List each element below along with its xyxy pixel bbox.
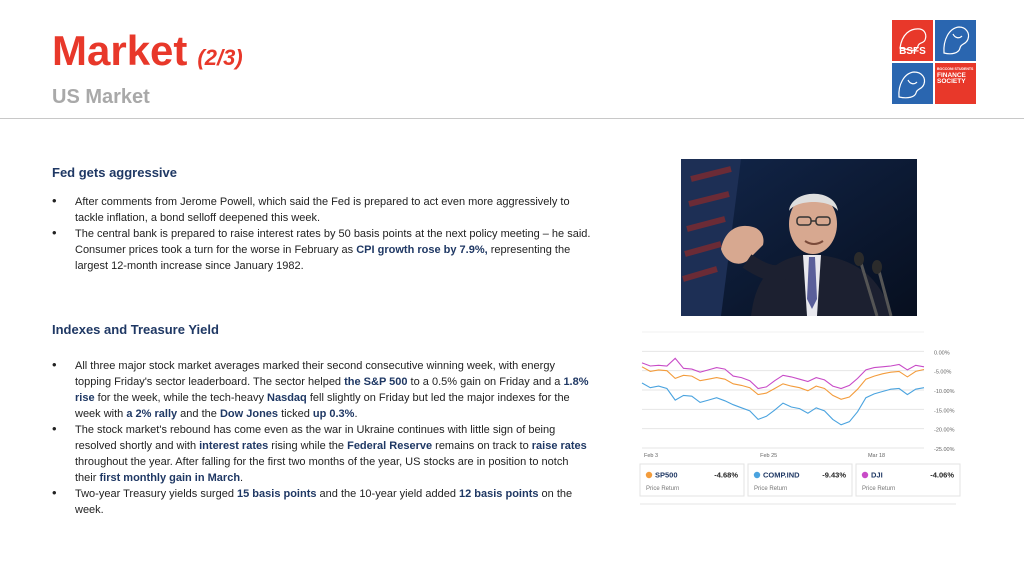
series-line-comp-ind bbox=[642, 383, 924, 425]
indexes-bullet-list bbox=[52, 358, 592, 518]
legend-dot bbox=[862, 472, 868, 478]
bold-text: CPI growth rose by 7.9%, bbox=[356, 244, 488, 256]
index-performance-chart bbox=[636, 326, 961, 510]
text-run: All three major stock market averages marked their second consecutive winning week, with energy topping Friday's sector leaderboard. The sector helped bbox=[75, 360, 555, 388]
y-tick-label: -15.00% bbox=[934, 408, 955, 415]
text-run: The stock market's rebound has come even as the war in Ukraine continues with little sign of being resolved shortly and with bbox=[75, 424, 556, 452]
bullet-item bbox=[52, 486, 592, 518]
legend-sub: Price Return bbox=[754, 486, 788, 492]
page-subtitle: US Market bbox=[52, 86, 150, 108]
legend-name: DJI bbox=[871, 470, 883, 480]
legend-value: -4.68% bbox=[714, 470, 738, 480]
page-title bbox=[52, 27, 243, 74]
bold-text: interest rates bbox=[199, 440, 269, 452]
text-run: . bbox=[354, 408, 358, 420]
y-tick-label: 0.00% bbox=[934, 350, 950, 357]
bullet-item bbox=[52, 422, 592, 486]
text-run: throughout the year. After falling for the first two months of the year, US stocks are in position to notch their bbox=[75, 456, 569, 484]
page-number: (2/3) bbox=[197, 45, 243, 70]
page-title-text: Market bbox=[52, 27, 188, 74]
text-run: remains on track to bbox=[432, 440, 532, 452]
header-divider bbox=[0, 118, 1024, 119]
logo-lion-cell-2 bbox=[935, 20, 976, 61]
bold-text: up 0.3% bbox=[312, 408, 355, 420]
bullet-item bbox=[52, 358, 592, 422]
text-run: Two-year Treasury yields surged bbox=[75, 488, 238, 500]
bullet-item bbox=[52, 226, 592, 274]
legend-sub: Price Return bbox=[646, 486, 680, 492]
bold-text: the S&P 500 bbox=[344, 376, 408, 388]
text-run: to a 0.5% gain on Friday and a bbox=[407, 376, 564, 388]
text-run: for the week, while the tech-heavy bbox=[94, 392, 268, 404]
text-run: . bbox=[240, 472, 244, 484]
bold-text: 15 basis points bbox=[237, 488, 317, 500]
logo-lion-cell bbox=[892, 20, 933, 61]
section-title-fed: Fed gets aggressive bbox=[52, 165, 177, 180]
logo-society-cell bbox=[935, 63, 976, 104]
logo-lion-cell-3 bbox=[892, 63, 933, 104]
text-run: The central bank is prepared to raise interest rates by 50 basis points at the next policy meeting – he said. Consumer prices took a turn for the worse in February as bbox=[75, 228, 591, 256]
legend-value: -4.06% bbox=[930, 470, 954, 480]
legend-dot bbox=[754, 472, 760, 478]
text-run: on the week. bbox=[75, 488, 573, 516]
bold-text: Dow Jones bbox=[219, 408, 279, 420]
logo-bsfs-text: BSFS bbox=[899, 46, 926, 57]
x-tick-label: Mar 18 bbox=[867, 453, 886, 459]
text-run: After comments from Jerome Powell, which said the Fed is prepared to act even more aggressively to tackle inflation, a bond selloff deepened this week. bbox=[75, 196, 570, 224]
legend-dot bbox=[646, 472, 652, 478]
text-run: fell slightly on Friday but led the major indexes for the week with bbox=[75, 392, 570, 420]
legend-sub: Price Return bbox=[862, 486, 896, 492]
text-run: rising while the bbox=[268, 440, 348, 452]
bullet-item bbox=[52, 194, 592, 226]
bold-text: a 2% rally bbox=[126, 408, 178, 420]
x-tick-label: Feb 25 bbox=[760, 453, 778, 459]
bold-text: 12 basis points bbox=[459, 488, 539, 500]
bold-text: Federal Reserve bbox=[347, 440, 433, 452]
y-tick-label: -20.00% bbox=[934, 427, 955, 434]
x-tick-label: Feb 3 bbox=[644, 453, 659, 459]
bsfs-logo bbox=[892, 20, 976, 104]
bold-text: 1.8% rise bbox=[75, 376, 589, 404]
line-chart bbox=[636, 326, 961, 510]
series-line-sp500 bbox=[642, 367, 924, 400]
fed-bullet-list bbox=[52, 194, 592, 274]
bold-text: Nasdaq bbox=[267, 392, 307, 404]
logo-society-text: BOCCONI STUDENTS FINANCE SOCIETY bbox=[937, 67, 974, 86]
lion-icon bbox=[935, 20, 976, 61]
y-tick-label: -5.00% bbox=[934, 369, 952, 376]
legend-value: -9.43% bbox=[822, 470, 846, 480]
person-speaking-photo bbox=[681, 159, 917, 316]
lion-icon bbox=[892, 63, 933, 104]
y-tick-label: -10.00% bbox=[934, 389, 955, 395]
bold-text: raise rates bbox=[531, 440, 587, 452]
text-run: and the 10-year yield added bbox=[316, 488, 459, 500]
section-title-indexes: Indexes and Treasure Yield bbox=[52, 322, 219, 337]
speaker-illustration bbox=[681, 159, 917, 316]
text-run: ticked bbox=[278, 408, 313, 420]
text-run: representing the largest 12-month increase since January 1982. bbox=[75, 244, 571, 272]
legend-name: SP500 bbox=[655, 470, 678, 480]
text-run: and the bbox=[177, 408, 220, 420]
bold-text: first monthly gain in March bbox=[99, 472, 241, 484]
legend-name: COMP.IND bbox=[763, 470, 800, 480]
y-tick-label: -25.00% bbox=[934, 447, 955, 453]
